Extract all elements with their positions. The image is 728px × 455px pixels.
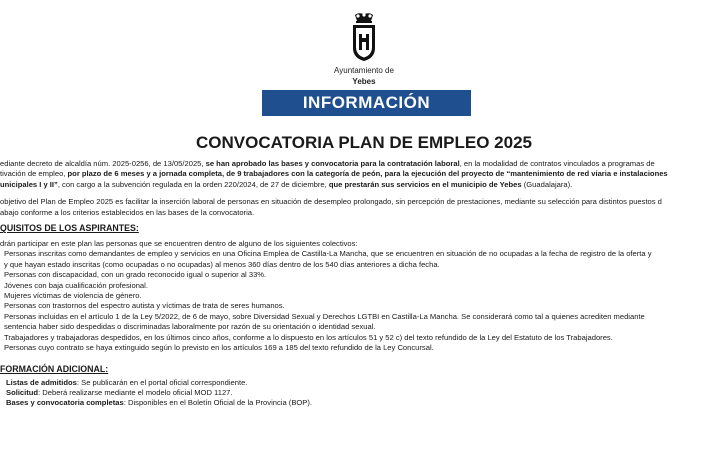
organization-name-line1: Ayuntamiento de [334,66,394,75]
list-item: Personas inscritas como demandantes de empleo y servicios en una Oficina Emplea de Castilla-La Mancha, que se encuentren en situación de no ocupadas a la fecha de registro de la oferta y [4,249,652,259]
list-item: Mujeres víctimas de violencia de género. [4,291,142,301]
adicional-heading: FORMACIÓN ADICIONAL: [0,363,109,374]
intro-line-2: tivación de empleo, por plazo de 6 meses y a jornada completa, de 9 trabajadores con la categoría de peón, para la ejecución del proyecto de “mantenimiento de red viaria e instalaciones [0,169,668,179]
list-item: Trabajadores y trabajadoras despedidos, en los últimos cinco años, conforme a lo dispuesto en los artículos 51 y 52 c) del texto refundido de la Ley del Estatuto de los Trabajadores. [4,332,613,342]
list-item: Personas con trastornos del espectro autista y víctimas de trata de seres humanos. [4,301,285,311]
intro-line-3: unicipales I y II”, con cargo a la subvención regulada en la orden 220/2024, de 27 de diciembre, que prestarán sus servicios en el municipio de Yebes (Guadalajara). [0,179,573,189]
organization-name-line2: Yebes [352,77,376,86]
list-item: y que hayan estado inscritas (como ocupadas o no ocupadas) al menos 360 días dentro de los 540 días anteriores a dicha fecha. [4,259,440,269]
document-title: CONVOCATORIA PLAN DE EMPLEO 2025 [196,133,532,152]
intro-line-1: ediante decreto de alcaldía núm. 2025-0256, de 13/05/2025, se han aprobado las bases y convocatoria para la contratación laboral, en la modalidad de contratos vinculados a programas de [0,159,655,168]
list-item: Listas de admitidos: Se publicarán en el portal oficial correspondiente. [6,377,248,387]
requisitos-heading: QUISITOS DE LOS ASPIRANTES: [0,223,139,234]
list-item: Personas con discapacidad, con un grado reconocido igual o superior al 33%. [4,270,267,280]
information-banner: INFORMACIÓN [262,90,471,116]
list-item: Personas cuyo contrato se haya extinguido según lo previsto en los artículos 169 a 185 del texto refundido de la Ley Concursal. [4,343,434,353]
list-item: Jóvenes con baja cualificación profesional. [4,280,148,290]
list-item: Solicitud: Deberá realizarse mediante el modelo oficial MOD 1127. [6,387,233,397]
list-item: Bases y convocatoria completas: Disponibles en el Boletín Oficial de la Provincia (BOP). [6,398,313,408]
list-item: Personas incluidas en el artículo 1 de la Ley 5/2022, de 6 de mayo, sobre Diversidad Sexual y Derechos LGTBI en Castilla-La Mancha. Se considerará como tal a quienes acrediten mediante [4,311,645,321]
list-item: sentencia haber sido despedidas o discriminadas laboralmente por razón de su orientación o identidad sexual. [4,322,376,332]
municipal-crest-logo [351,12,377,62]
document-body [0,159,728,409]
objective-line-2: abajo conforme a los criterios establecidos en las bases de la convocatoria. [0,207,255,217]
objective-line-1: objetivo del Plan de Empleo 2025 es facilitar la inserción laboral de personas en situación de desempleo prolongado, sin percepción de prestaciones, mediante su selección para distintos puestos d [0,197,662,207]
requisitos-intro: drán participar en este plan las personas que se encuentren dentro de alguno de los siguientes colectivos: [0,239,358,249]
